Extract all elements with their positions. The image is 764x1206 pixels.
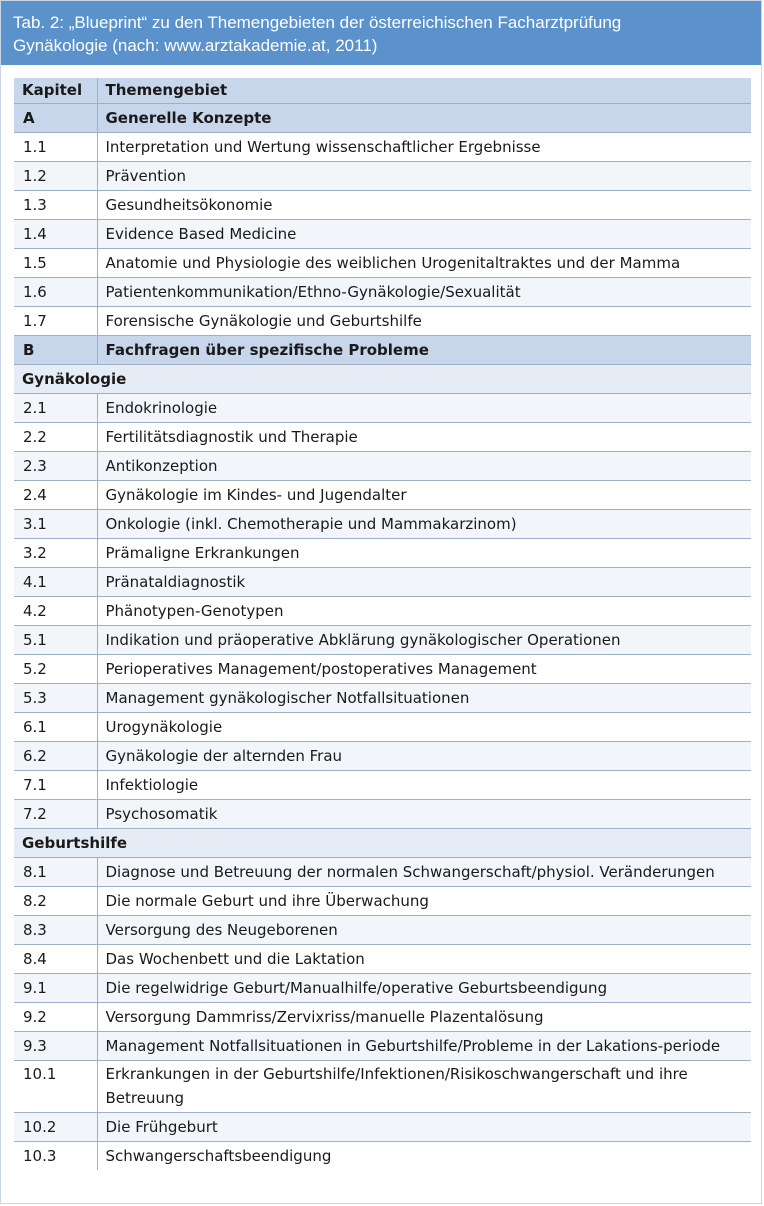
section-row-b [14,336,751,365]
kapitel-cell: 1.3 [14,191,97,220]
table-row [14,249,751,278]
table-row [14,510,751,539]
themengebiet-cell: Prävention [97,162,751,191]
table-row [14,1003,751,1032]
kapitel-cell: 4.2 [14,597,97,626]
themengebiet-cell: Pränataldiagnostik [97,568,751,597]
themengebiet-cell: Urogynäkologie [97,713,751,742]
kapitel-cell: 8.3 [14,916,97,945]
section-row-a [14,104,751,133]
kapitel-cell: 6.1 [14,713,97,742]
table-row [14,1032,751,1061]
group-title: Gynäkologie [14,365,751,394]
kapitel-cell: 1.2 [14,162,97,191]
table-row [14,626,751,655]
kapitel-cell: 8.2 [14,887,97,916]
table-row [14,162,751,191]
kapitel-cell: 1.6 [14,278,97,307]
themengebiet-cell: Management gynäkologischer Notfallsituationen [97,684,751,713]
section-title: Generelle Konzepte [97,104,751,133]
table-row [14,191,751,220]
table-row [14,858,751,887]
themengebiet-cell: Versorgung Dammriss/Zervixriss/manuelle Plazentalösung [97,1003,751,1032]
table-row [14,394,751,423]
kapitel-cell: 10.2 [14,1113,97,1142]
themengebiet-cell: Antikonzeption [97,452,751,481]
caption-line-2: Gynäkologie (nach: www.arztakademie.at, 2011) [13,36,378,55]
kapitel-cell: 2.3 [14,452,97,481]
themengebiet-cell: Die normale Geburt und ihre Überwachung [97,887,751,916]
table-row [14,974,751,1003]
table-row [14,771,751,800]
kapitel-cell: 2.4 [14,481,97,510]
table-row [14,278,751,307]
group-row-gynaekologie [14,365,751,394]
kapitel-cell: 1.1 [14,133,97,162]
table-row [14,713,751,742]
kapitel-cell: 8.4 [14,945,97,974]
themengebiet-cell: Evidence Based Medicine [97,220,751,249]
section-code: B [14,336,97,365]
table-row [14,684,751,713]
themengebiet-cell: Gynäkologie der alternden Frau [97,742,751,771]
table-row [14,1142,751,1171]
themengebiet-cell: Gesundheitsökonomie [97,191,751,220]
kapitel-cell: 2.2 [14,423,97,452]
kapitel-cell: 3.2 [14,539,97,568]
table-row [14,1061,751,1113]
header-themengebiet: Themengebiet [97,78,751,104]
themengebiet-cell: Anatomie und Physiologie des weiblichen Urogenitaltraktes und der Mamma [97,249,751,278]
kapitel-cell: 1.4 [14,220,97,249]
blueprint-table-wrapper [14,78,751,1170]
kapitel-cell: 4.1 [14,568,97,597]
kapitel-cell: 1.5 [14,249,97,278]
themengebiet-cell: Versorgung des Neugeborenen [97,916,751,945]
table-row [14,481,751,510]
group-row-geburtshilfe [14,829,751,858]
kapitel-cell: 7.2 [14,800,97,829]
kapitel-cell: 5.1 [14,626,97,655]
kapitel-cell: 6.2 [14,742,97,771]
themengebiet-cell: Endokrinologie [97,394,751,423]
table-row [14,655,751,684]
section-title: Fachfragen über spezifische Probleme [97,336,751,365]
themengebiet-cell: Gynäkologie im Kindes- und Jugendalter [97,481,751,510]
table-row [14,423,751,452]
table-caption [1,1,761,65]
themengebiet-cell: Prämaligne Erkrankungen [97,539,751,568]
blueprint-table [14,78,751,1170]
themengebiet-cell: Fertilitätsdiagnostik und Therapie [97,423,751,452]
themengebiet-cell: Patientenkommunikation/Ethno-Gynäkologie/Sexualität [97,278,751,307]
themengebiet-cell: Diagnose und Betreuung der normalen Schwangerschaft/physiol. Veränderungen [97,858,751,887]
table-row [14,220,751,249]
kapitel-cell: 1.7 [14,307,97,336]
section-code: A [14,104,97,133]
themengebiet-cell: Management Notfallsituationen in Geburtshilfe/Probleme in der Lakations-periode [97,1032,751,1061]
themengebiet-cell: Erkrankungen in der Geburtshilfe/Infektionen/Risikoschwangerschaft und ihre Betreuung [97,1061,751,1113]
themengebiet-cell: Forensische Gynäkologie und Geburtshilfe [97,307,751,336]
kapitel-cell: 5.3 [14,684,97,713]
themengebiet-cell: Indikation und präoperative Abklärung gynäkologischer Operationen [97,626,751,655]
themengebiet-cell: Onkologie (inkl. Chemotherapie und Mammakarzinom) [97,510,751,539]
kapitel-cell: 9.3 [14,1032,97,1061]
table-row [14,307,751,336]
themengebiet-cell: Schwangerschaftsbeendigung [97,1142,751,1171]
table-row [14,133,751,162]
table-row [14,945,751,974]
themengebiet-cell: Die Frühgeburt [97,1113,751,1142]
kapitel-cell: 3.1 [14,510,97,539]
table-row [14,742,751,771]
themengebiet-cell: Interpretation und Wertung wissenschaftlicher Ergebnisse [97,133,751,162]
themengebiet-cell: Phänotypen-Genotypen [97,597,751,626]
table-row [14,887,751,916]
table-row [14,539,751,568]
kapitel-cell: 8.1 [14,858,97,887]
kapitel-cell: 5.2 [14,655,97,684]
kapitel-cell: 9.2 [14,1003,97,1032]
table-row [14,1113,751,1142]
themengebiet-cell: Infektiologie [97,771,751,800]
table-row [14,452,751,481]
kapitel-cell: 7.1 [14,771,97,800]
table-row [14,568,751,597]
table-row [14,597,751,626]
kapitel-cell: 9.1 [14,974,97,1003]
kapitel-cell: 2.1 [14,394,97,423]
kapitel-cell: 10.1 [14,1061,97,1113]
themengebiet-cell: Das Wochenbett und die Laktation [97,945,751,974]
group-title: Geburtshilfe [14,829,751,858]
themengebiet-cell: Perioperatives Management/postoperatives Management [97,655,751,684]
themengebiet-cell: Die regelwidrige Geburt/Manualhilfe/operative Geburtsbeendigung [97,974,751,1003]
table-row [14,916,751,945]
kapitel-cell: 10.3 [14,1142,97,1171]
header-kapitel: Kapitel [14,78,97,104]
caption-line-1: Tab. 2: „Blueprint“ zu den Themengebieten der österreichischen Facharztprüfung [13,13,622,32]
table-row [14,800,751,829]
themengebiet-cell: Psychosomatik [97,800,751,829]
table-header-row [14,78,751,104]
